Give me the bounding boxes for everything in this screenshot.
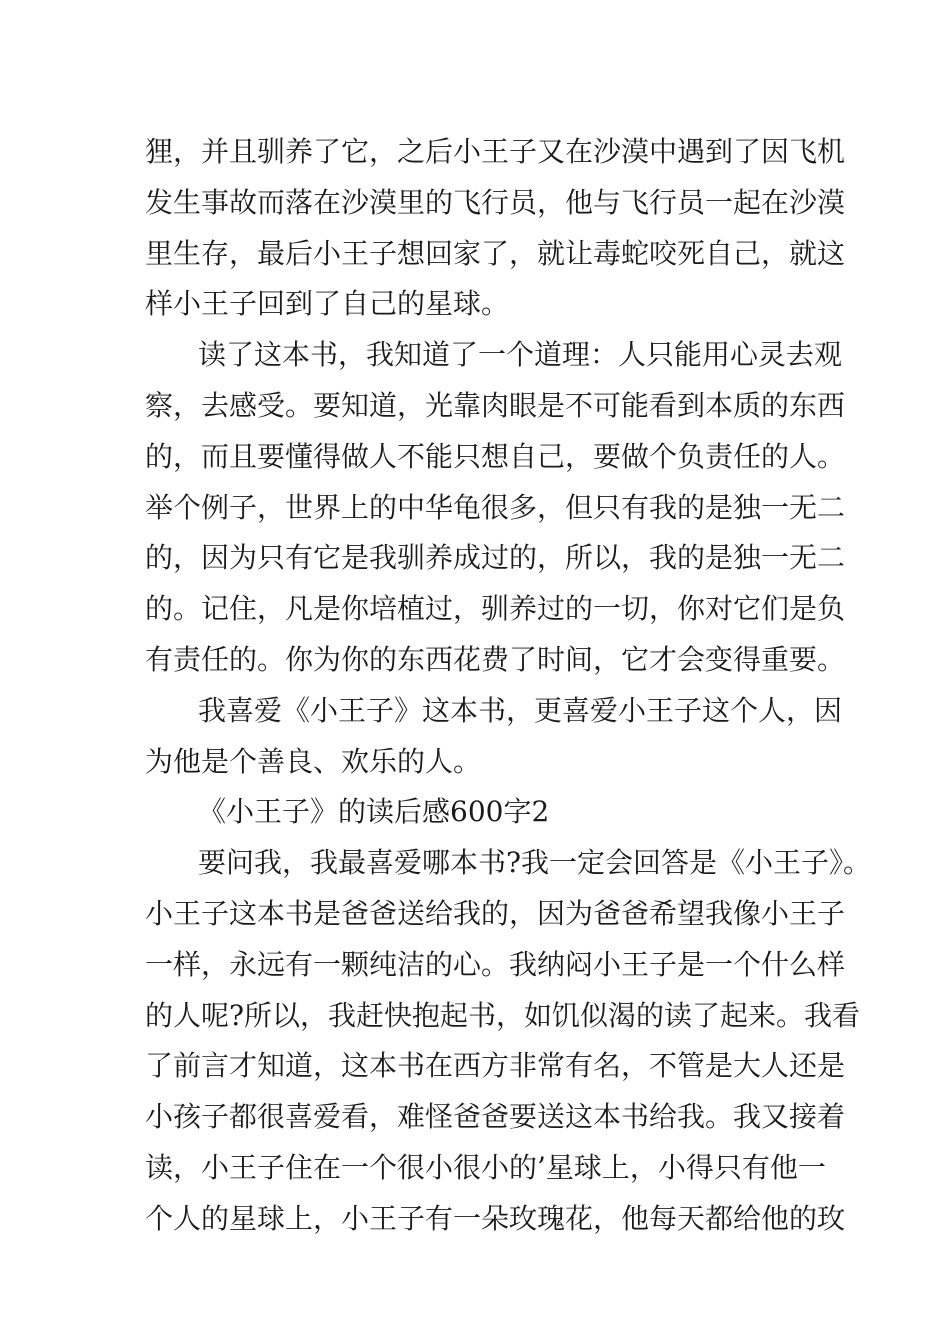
text-line: 小孩子都很喜爱看，难怪爸爸要送这本书给我。我又接着 bbox=[145, 1100, 846, 1134]
text-line: 的，而且要懂得做人不能只想自己，要做个负责任的人。 bbox=[145, 439, 846, 473]
text-line: 了前言才知道，这本书在西方非常有名，不管是大人还是 bbox=[145, 1049, 846, 1083]
text-line: 我喜爱《小王子》这本书，更喜爱小王子这个人，因 bbox=[198, 693, 843, 727]
body-text bbox=[145, 127, 872, 1245]
text-line: 一样，永远有一颗纯洁的心。我纳闷小王子是一个什么样 bbox=[145, 947, 846, 981]
text-line: 有责任的。你为你的东西花费了时间，它才会变得重要。 bbox=[145, 642, 846, 676]
text-line: 里生存，最后小王子想回家了，就让毒蛇咬死自己，就这 bbox=[145, 236, 846, 270]
text-line: 的人呢?所以，我赶快抱起书，如饥似渴的读了起来。我看 bbox=[145, 998, 861, 1032]
text-line: 狸，并且驯养了它，之后小王子又在沙漠中遇到了因飞机 bbox=[145, 135, 846, 168]
text-line: 读，小王子住在一个很小很小的’星球上，小得只有他一 bbox=[145, 1150, 826, 1184]
text-line: 为他是个善良、欢乐的人。 bbox=[145, 744, 482, 778]
text-line: 读了这本书，我知道了一个道理：人只能用心灵去观 bbox=[198, 338, 843, 372]
text-line: 察，去感受。要知道，光靠肉眼是不可能看到本质的东西 bbox=[145, 388, 846, 422]
text-line: 发生事故而落在沙漠里的飞行员，他与飞行员一起在沙漠 bbox=[145, 185, 846, 219]
text-line: 个人的星球上，小王子有一朵玫瑰花，他每天都给他的玫 bbox=[145, 1201, 846, 1235]
text-line: 的。记住，凡是你培植过，驯养过的一切，你对它们是负 bbox=[145, 592, 846, 626]
text-line: 样小王子回到了自己的星球。 bbox=[145, 287, 510, 321]
text-line: 小王子这本书是爸爸送给我的，因为爸爸希望我像小王子 bbox=[145, 896, 846, 930]
section-heading: 《小王子》的读后感600字2 bbox=[198, 795, 550, 829]
text-line: 举个例子，世界上的中华龟很多，但只有我的是独一无二 bbox=[145, 490, 846, 524]
text-line: 要问我，我最喜爱哪本书?我一定会回答是《小王子》。 bbox=[198, 846, 872, 880]
text-line: 的，因为只有它是我驯养成过的，所以，我的是独一无二 bbox=[145, 541, 846, 575]
